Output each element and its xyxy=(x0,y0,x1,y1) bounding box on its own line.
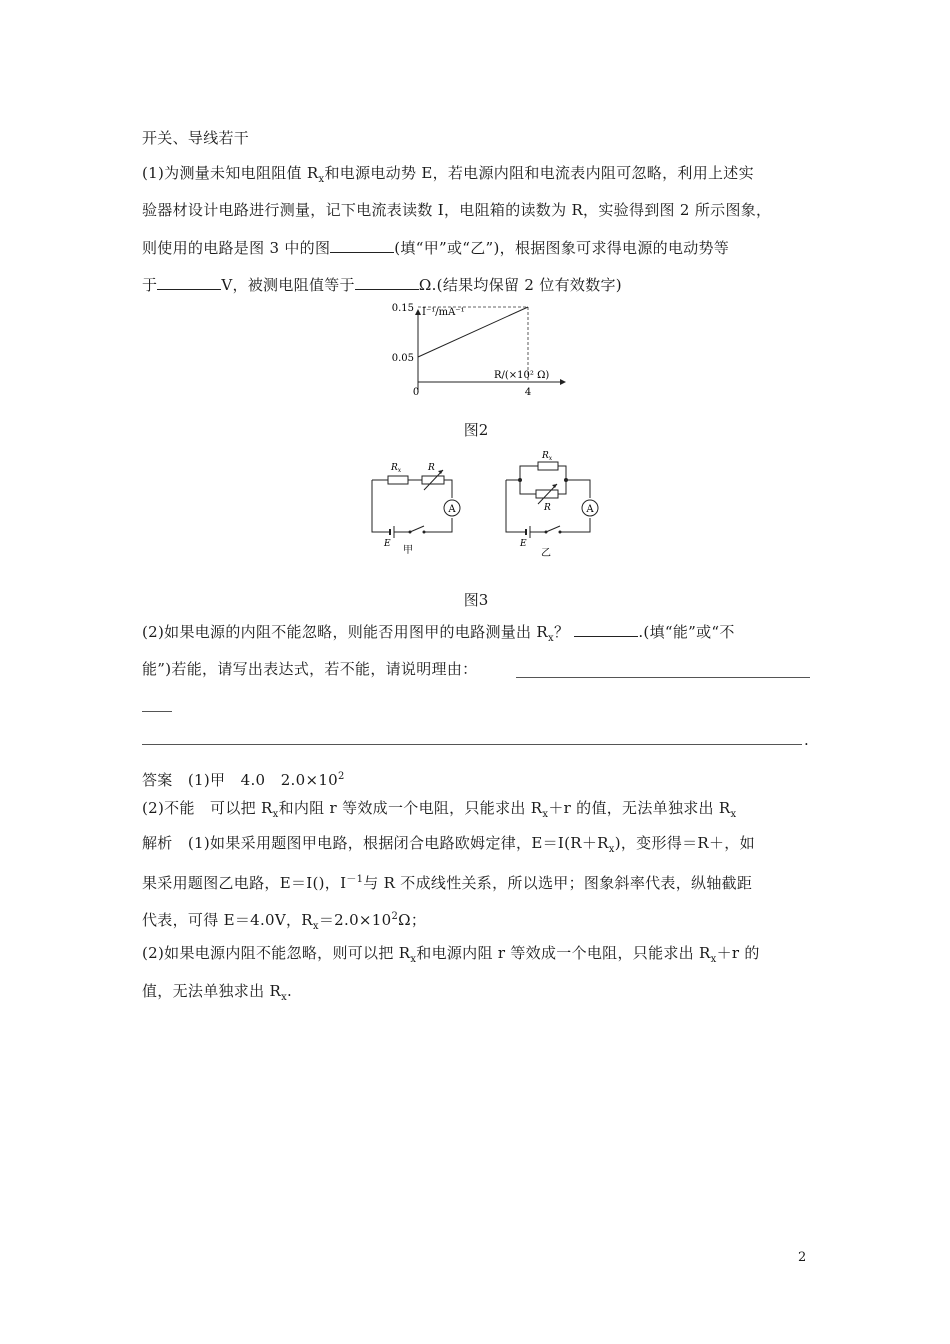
analysis-line-5: 值，无法单独求出 $R_x$. xyxy=(142,982,293,1003)
q1-line-1: (1)为测量未知电阻阻值 $R_x$和电源电动势 E，若电源内阻和电流表内阻可忽略，利用上述实 xyxy=(142,164,754,185)
label-e-yi: E xyxy=(520,539,527,549)
origin-label: 0 xyxy=(412,387,420,398)
figure-2-graph xyxy=(380,302,580,402)
label-e-jia: E xyxy=(384,539,391,549)
answer-line-2: (2)不能 可以把 $R_x$和内阻 r 等效成一个电阻，只能求出 $R_x+r$ 的值，无法单独求出 $R_x$ xyxy=(142,799,737,820)
q1-line-2: 验器材设计电路进行测量，记下电流表读数 I，电阻箱的读数为 R，实验得到图 2 所示图象， xyxy=(142,201,772,219)
answer-line-reason-1[interactable] xyxy=(516,677,810,678)
label-rx-yi: $R_x$ xyxy=(542,451,553,462)
label-r-jia: R xyxy=(428,463,435,473)
answer-blank-circuit[interactable] xyxy=(330,238,394,253)
analysis-line-4: (2)如果电源内阻不能忽略，则可以把 $R_x$和电源内阻 r 等效成一个电阻，只能求出 $R_x+r$ 的 xyxy=(142,944,760,965)
q2-line-1: (2)如果电源的内阻不能忽略，则能否用图甲的电路测量出 $R_x$？ .(填“能”或“不 xyxy=(142,623,735,644)
analysis-line-3: 代表，可得 E＝4.0V，$R_x=2.0\times 10^2\Omega$； xyxy=(142,911,427,932)
ammeter-a-label: A xyxy=(448,504,456,515)
resistor-rx xyxy=(388,476,408,484)
answer-blank-can-measure[interactable] xyxy=(574,622,638,637)
answer-blank-emf[interactable] xyxy=(157,275,221,290)
analysis-line-2: 果采用题图乙电路，E＝I()，$I^{-1}$与 R 不成线性关系，所以选甲；图象斜率代表，纵轴截距 xyxy=(142,874,753,892)
header-line: 开关、导线若干 xyxy=(142,129,250,147)
end-dot: . xyxy=(804,731,810,749)
figure-2-caption: 图2 xyxy=(463,421,489,439)
answer-line-reason-3[interactable] xyxy=(142,744,802,745)
circuit-yi-label: 乙 xyxy=(541,548,551,559)
resistor-rx-yi xyxy=(538,462,558,470)
answer-line-1: 答案 (1)甲 4.0 $2.0\times 10^2$ xyxy=(142,771,345,789)
analysis-line-1: 解析 (1)如果采用题图甲电路，根据闭合电路欧姆定律，$E=I(R+R_x)$，变形得＝R＋，如 xyxy=(142,834,755,855)
answer-line-reason-2[interactable] xyxy=(142,711,172,712)
ammeter-a-yi-label: A xyxy=(586,504,594,515)
q1-line-3: 则使用的电路是图 3 中的图 (填“甲”或“乙”)，根据图象可求得电源的电动势等 xyxy=(142,239,730,257)
circuit-jia xyxy=(372,463,460,556)
q1-line-4: 于 V，被测电阻值等于 Ω.(结果均保留 2 位有效数字) xyxy=(142,276,622,294)
y-tick-0.05: 0.05 xyxy=(391,353,414,364)
y-axis-label: I⁻¹/mA⁻¹ xyxy=(422,307,465,318)
page-number: 2 xyxy=(798,1250,807,1265)
x-tick-4: 4 xyxy=(524,387,532,398)
circuit-yi xyxy=(506,451,598,559)
y-tick-0.15: 0.15 xyxy=(391,303,414,314)
x-axis-label: R/(×10² Ω) xyxy=(494,370,550,381)
figure-3-caption: 图3 xyxy=(463,591,489,609)
figure-3-circuits xyxy=(360,446,610,560)
circuit-jia-label: 甲 xyxy=(403,545,413,556)
label-rx-jia: $R_x$ xyxy=(391,463,402,474)
q2-line-2: 能”)若能，请写出表达式，若不能，请说明理由： xyxy=(142,660,478,678)
answer-blank-resistance[interactable] xyxy=(355,275,419,290)
label-r-yi: R xyxy=(544,503,551,513)
